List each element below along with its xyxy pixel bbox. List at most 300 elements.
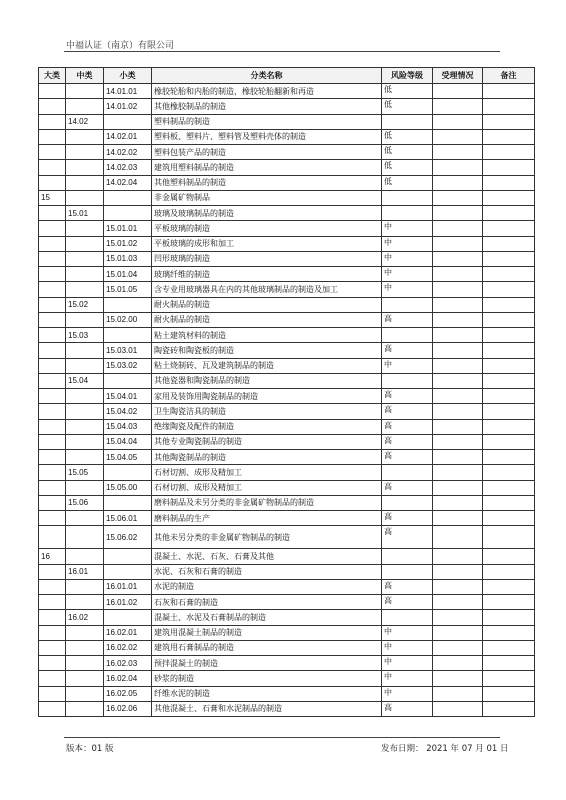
acceptance-cell xyxy=(433,495,483,510)
acceptance-cell xyxy=(433,526,483,549)
table-row xyxy=(39,145,535,160)
minor-category-cell xyxy=(104,328,152,343)
middle-category-cell xyxy=(66,190,104,205)
major-category-cell xyxy=(39,129,66,144)
risk-level-cell: 低 xyxy=(382,84,433,99)
table-row xyxy=(39,579,535,594)
risk-level-cell xyxy=(382,549,433,564)
major-category-cell xyxy=(39,595,66,610)
acceptance-cell xyxy=(433,686,483,701)
remarks-cell xyxy=(483,450,535,465)
minor-category-cell: 16.02.05 xyxy=(104,686,152,701)
minor-category-cell: 14.01.01 xyxy=(104,84,152,99)
minor-category-cell: 14.02.01 xyxy=(104,129,152,144)
table-row xyxy=(39,511,535,526)
category-name-cell: 凹形玻璃的制造 xyxy=(152,251,382,266)
remarks-cell xyxy=(483,701,535,716)
acceptance-cell xyxy=(433,434,483,449)
category-name-cell: 混凝土、水泥及石膏制品的制造 xyxy=(152,610,382,625)
major-category-cell xyxy=(39,267,66,282)
risk-level-cell xyxy=(382,206,433,221)
remarks-cell xyxy=(483,160,535,175)
category-name-cell: 橡胶轮胎和内胎的制造，橡胶轮胎翻新和再造 xyxy=(152,84,382,99)
major-category-cell xyxy=(39,579,66,594)
risk-level-cell xyxy=(382,610,433,625)
remarks-cell xyxy=(483,434,535,449)
remarks-cell xyxy=(483,99,535,114)
risk-level-cell: 高 xyxy=(382,595,433,610)
middle-category-cell xyxy=(66,358,104,373)
major-category-cell xyxy=(39,480,66,495)
category-name-cell: 塑料制品的制造 xyxy=(152,114,382,129)
middle-category-cell xyxy=(66,99,104,114)
middle-category-cell xyxy=(66,145,104,160)
major-category-cell xyxy=(39,99,66,114)
table-row xyxy=(39,701,535,716)
acceptance-cell xyxy=(433,312,483,327)
category-name-cell: 建筑用石膏制品的制造 xyxy=(152,640,382,655)
acceptance-cell xyxy=(433,251,483,266)
remarks-cell xyxy=(483,671,535,686)
remarks-cell xyxy=(483,656,535,671)
table-row xyxy=(39,465,535,480)
table-row xyxy=(39,671,535,686)
middle-category-cell xyxy=(66,579,104,594)
category-name-cell: 石材切割、成形及精加工 xyxy=(152,465,382,480)
acceptance-cell xyxy=(433,99,483,114)
table-row xyxy=(39,251,535,266)
remarks-cell xyxy=(483,343,535,358)
acceptance-cell xyxy=(433,579,483,594)
remarks-cell xyxy=(483,328,535,343)
minor-category-cell: 16.02.04 xyxy=(104,671,152,686)
category-name-cell: 磨料制品及未另分类的非金属矿物制品的制造 xyxy=(152,495,382,510)
major-category-cell xyxy=(39,389,66,404)
middle-category-cell xyxy=(66,84,104,99)
acceptance-cell xyxy=(433,160,483,175)
table-row xyxy=(39,328,535,343)
major-category-cell xyxy=(39,343,66,358)
middle-category-cell: 14.02 xyxy=(66,114,104,129)
middle-category-cell: 15.02 xyxy=(66,297,104,312)
risk-level-cell: 低 xyxy=(382,175,433,190)
major-category-cell xyxy=(39,160,66,175)
category-name-cell: 卫生陶瓷洁具的制造 xyxy=(152,404,382,419)
category-name-cell: 建筑用混凝土制品的制造 xyxy=(152,625,382,640)
major-category-cell xyxy=(39,236,66,251)
category-name-cell: 塑料包装产品的制造 xyxy=(152,145,382,160)
category-name-cell: 含专业用玻璃器具在内的其他玻璃制品的制造及加工 xyxy=(152,282,382,297)
category-name-cell: 陶瓷砖和陶瓷板的制造 xyxy=(152,343,382,358)
minor-category-cell: 16.02.06 xyxy=(104,701,152,716)
acceptance-cell xyxy=(433,564,483,579)
remarks-cell xyxy=(483,282,535,297)
middle-category-cell xyxy=(66,129,104,144)
middle-category-cell: 15.05 xyxy=(66,465,104,480)
acceptance-cell xyxy=(433,282,483,297)
major-category-cell xyxy=(39,495,66,510)
acceptance-cell xyxy=(433,549,483,564)
risk-level-cell: 高 xyxy=(382,701,433,716)
risk-level-cell xyxy=(382,465,433,480)
remarks-cell xyxy=(483,358,535,373)
middle-category-cell xyxy=(66,221,104,236)
acceptance-cell xyxy=(433,190,483,205)
middle-category-cell xyxy=(66,282,104,297)
acceptance-cell xyxy=(433,610,483,625)
minor-category-cell: 15.02.00 xyxy=(104,312,152,327)
acceptance-cell xyxy=(433,175,483,190)
acceptance-cell xyxy=(433,511,483,526)
risk-level-cell: 低 xyxy=(382,129,433,144)
category-name-cell: 绝缘陶瓷及配件的制造 xyxy=(152,419,382,434)
minor-category-cell: 15.01.04 xyxy=(104,267,152,282)
remarks-cell xyxy=(483,549,535,564)
major-category-cell xyxy=(39,671,66,686)
major-category-cell xyxy=(39,328,66,343)
remarks-cell xyxy=(483,404,535,419)
remarks-cell xyxy=(483,595,535,610)
table-row xyxy=(39,686,535,701)
category-name-cell: 水泥、石灰和石膏的制造 xyxy=(152,564,382,579)
category-name-cell: 耐火制品的制造 xyxy=(152,312,382,327)
middle-category-cell xyxy=(66,251,104,266)
remarks-cell xyxy=(483,312,535,327)
risk-level-cell: 中 xyxy=(382,282,433,297)
risk-level-cell: 高 xyxy=(382,450,433,465)
major-category-cell xyxy=(39,564,66,579)
middle-category-cell xyxy=(66,595,104,610)
remarks-cell xyxy=(483,221,535,236)
risk-level-cell xyxy=(382,564,433,579)
table-row xyxy=(39,175,535,190)
major-category-cell xyxy=(39,114,66,129)
remarks-cell xyxy=(483,564,535,579)
table-row xyxy=(39,343,535,358)
middle-category-cell xyxy=(66,671,104,686)
minor-category-cell: 16.02.01 xyxy=(104,625,152,640)
category-name-cell: 建筑用塑料制品的制造 xyxy=(152,160,382,175)
major-category-cell xyxy=(39,434,66,449)
minor-category-cell: 14.02.04 xyxy=(104,175,152,190)
risk-level-cell xyxy=(382,328,433,343)
minor-category-cell: 16.02.03 xyxy=(104,656,152,671)
minor-category-cell: 15.05.00 xyxy=(104,480,152,495)
remarks-cell xyxy=(483,579,535,594)
minor-category-cell: 15.03.02 xyxy=(104,358,152,373)
table-row xyxy=(39,625,535,640)
middle-category-cell xyxy=(66,640,104,655)
minor-category-cell: 14.02.03 xyxy=(104,160,152,175)
footer-divider xyxy=(64,737,500,738)
acceptance-cell xyxy=(433,701,483,716)
risk-level-cell: 中 xyxy=(382,625,433,640)
remarks-cell xyxy=(483,526,535,549)
middle-category-cell xyxy=(66,480,104,495)
risk-level-cell: 中 xyxy=(382,236,433,251)
minor-category-cell xyxy=(104,190,152,205)
col-header-acceptance: 受理情况 xyxy=(433,68,483,84)
table-row xyxy=(39,99,535,114)
remarks-cell xyxy=(483,373,535,388)
risk-level-cell: 低 xyxy=(382,160,433,175)
remarks-cell xyxy=(483,610,535,625)
remarks-cell xyxy=(483,419,535,434)
remarks-cell xyxy=(483,465,535,480)
remarks-cell xyxy=(483,84,535,99)
remarks-cell xyxy=(483,495,535,510)
remarks-cell xyxy=(483,114,535,129)
acceptance-cell xyxy=(433,236,483,251)
remarks-cell xyxy=(483,175,535,190)
category-name-cell: 粘土建筑材料的制造 xyxy=(152,328,382,343)
table-row xyxy=(39,190,535,205)
middle-category-cell: 15.04 xyxy=(66,373,104,388)
minor-category-cell: 15.01.01 xyxy=(104,221,152,236)
table-row xyxy=(39,114,535,129)
col-header-middle: 中类 xyxy=(66,68,104,84)
risk-level-cell: 高 xyxy=(382,312,433,327)
acceptance-cell xyxy=(433,114,483,129)
table-row xyxy=(39,564,535,579)
middle-category-cell: 15.06 xyxy=(66,495,104,510)
risk-level-cell: 高 xyxy=(382,389,433,404)
category-name-cell: 石灰和石膏的制造 xyxy=(152,595,382,610)
category-name-cell: 混凝土、水泥、石灰、石膏及其他 xyxy=(152,549,382,564)
minor-category-cell: 16.01.01 xyxy=(104,579,152,594)
middle-category-cell: 15.01 xyxy=(66,206,104,221)
col-header-minor: 小类 xyxy=(104,68,152,84)
category-name-cell: 其他塑料制品的制造 xyxy=(152,175,382,190)
acceptance-cell xyxy=(433,595,483,610)
risk-level-cell: 中 xyxy=(382,221,433,236)
acceptance-cell xyxy=(433,671,483,686)
table-row xyxy=(39,389,535,404)
table-row xyxy=(39,526,535,549)
category-name-cell: 非金属矿物制品 xyxy=(152,190,382,205)
remarks-cell xyxy=(483,480,535,495)
table-row xyxy=(39,640,535,655)
table-row xyxy=(39,236,535,251)
col-header-remarks: 备注 xyxy=(483,68,535,84)
table-row xyxy=(39,595,535,610)
remarks-cell xyxy=(483,640,535,655)
middle-category-cell xyxy=(66,511,104,526)
middle-category-cell: 16.01 xyxy=(66,564,104,579)
risk-level-cell xyxy=(382,190,433,205)
minor-category-cell xyxy=(104,465,152,480)
risk-level-cell xyxy=(382,495,433,510)
category-name-cell: 玻璃纤维的制造 xyxy=(152,267,382,282)
table-row xyxy=(39,129,535,144)
minor-category-cell: 15.04.02 xyxy=(104,404,152,419)
acceptance-cell xyxy=(433,206,483,221)
middle-category-cell xyxy=(66,701,104,716)
category-name-cell: 磨料制品的生产 xyxy=(152,511,382,526)
risk-level-cell: 高 xyxy=(382,511,433,526)
major-category-cell xyxy=(39,84,66,99)
risk-level-cell: 高 xyxy=(382,579,433,594)
risk-level-cell xyxy=(382,114,433,129)
acceptance-cell xyxy=(433,480,483,495)
footer-version: 版本：01 版 xyxy=(66,744,114,754)
table-row xyxy=(39,480,535,495)
risk-level-cell: 高 xyxy=(382,343,433,358)
acceptance-cell xyxy=(433,656,483,671)
risk-level-cell: 中 xyxy=(382,267,433,282)
major-category-cell xyxy=(39,251,66,266)
major-category-cell xyxy=(39,625,66,640)
acceptance-cell xyxy=(433,419,483,434)
footer-publish-date: 发布日期： 2021 年 07 月 01 日 xyxy=(381,744,509,754)
acceptance-cell xyxy=(433,625,483,640)
category-name-cell: 预拌混凝土的制造 xyxy=(152,656,382,671)
acceptance-cell xyxy=(433,389,483,404)
table-row xyxy=(39,610,535,625)
minor-category-cell xyxy=(104,114,152,129)
minor-category-cell: 16.01.02 xyxy=(104,595,152,610)
table-row xyxy=(39,297,535,312)
middle-category-cell xyxy=(66,312,104,327)
major-category-cell xyxy=(39,175,66,190)
col-header-name: 分类名称 xyxy=(152,68,382,84)
company-header: 中福认证（南京）有限公司 xyxy=(66,41,175,51)
acceptance-cell xyxy=(433,404,483,419)
remarks-cell xyxy=(483,145,535,160)
acceptance-cell xyxy=(433,84,483,99)
minor-category-cell xyxy=(104,495,152,510)
risk-level-cell: 中 xyxy=(382,358,433,373)
middle-category-cell xyxy=(66,549,104,564)
risk-level-cell: 高 xyxy=(382,419,433,434)
minor-category-cell: 15.01.02 xyxy=(104,236,152,251)
category-name-cell: 其他未另分类的非金属矿物制品的制造 xyxy=(152,526,382,549)
major-category-cell xyxy=(39,656,66,671)
middle-category-cell xyxy=(66,686,104,701)
middle-category-cell xyxy=(66,625,104,640)
acceptance-cell xyxy=(433,145,483,160)
category-name-cell: 纤维水泥的制造 xyxy=(152,686,382,701)
major-category-cell xyxy=(39,450,66,465)
category-name-cell: 平板玻璃的制造 xyxy=(152,221,382,236)
major-category-cell xyxy=(39,221,66,236)
minor-category-cell: 15.04.01 xyxy=(104,389,152,404)
category-name-cell: 石材切割、成形及精加工 xyxy=(152,480,382,495)
category-name-cell: 砂浆的制造 xyxy=(152,671,382,686)
table-row xyxy=(39,358,535,373)
major-category-cell xyxy=(39,297,66,312)
table-row xyxy=(39,450,535,465)
remarks-cell xyxy=(483,206,535,221)
major-category-cell xyxy=(39,686,66,701)
category-name-cell: 其他专业陶瓷制品的制造 xyxy=(152,434,382,449)
remarks-cell xyxy=(483,190,535,205)
acceptance-cell xyxy=(433,328,483,343)
middle-category-cell xyxy=(66,236,104,251)
minor-category-cell: 15.01.05 xyxy=(104,282,152,297)
risk-level-cell: 高 xyxy=(382,480,433,495)
major-category-cell xyxy=(39,465,66,480)
risk-level-cell xyxy=(382,373,433,388)
remarks-cell xyxy=(483,129,535,144)
middle-category-cell xyxy=(66,450,104,465)
major-category-cell: 16 xyxy=(39,549,66,564)
minor-category-cell: 15.03.01 xyxy=(104,343,152,358)
risk-level-cell: 低 xyxy=(382,99,433,114)
table-row xyxy=(39,495,535,510)
table-row xyxy=(39,373,535,388)
major-category-cell xyxy=(39,282,66,297)
major-category-cell xyxy=(39,511,66,526)
major-category-cell xyxy=(39,373,66,388)
remarks-cell xyxy=(483,686,535,701)
minor-category-cell xyxy=(104,373,152,388)
minor-category-cell: 16.02.02 xyxy=(104,640,152,655)
acceptance-cell xyxy=(433,465,483,480)
acceptance-cell xyxy=(433,267,483,282)
middle-category-cell: 15.03 xyxy=(66,328,104,343)
minor-category-cell xyxy=(104,549,152,564)
risk-level-cell: 中 xyxy=(382,640,433,655)
remarks-cell xyxy=(483,267,535,282)
acceptance-cell xyxy=(433,373,483,388)
table-row xyxy=(39,419,535,434)
table-row xyxy=(39,282,535,297)
minor-category-cell: 15.04.03 xyxy=(104,419,152,434)
middle-category-cell xyxy=(66,389,104,404)
category-name-cell: 家用及装饰用陶瓷制品的制造 xyxy=(152,389,382,404)
col-header-risk: 风险等级 xyxy=(382,68,433,84)
minor-category-cell: 14.01.02 xyxy=(104,99,152,114)
major-category-cell xyxy=(39,701,66,716)
risk-level-cell: 高 xyxy=(382,404,433,419)
acceptance-cell xyxy=(433,450,483,465)
table-row xyxy=(39,656,535,671)
acceptance-cell xyxy=(433,297,483,312)
middle-category-cell xyxy=(66,267,104,282)
risk-level-cell xyxy=(382,297,433,312)
major-category-cell xyxy=(39,404,66,419)
remarks-cell xyxy=(483,625,535,640)
major-category-cell xyxy=(39,526,66,549)
minor-category-cell: 15.06.02 xyxy=(104,526,152,549)
table-row xyxy=(39,404,535,419)
category-name-cell: 其他橡胶制品的制造 xyxy=(152,99,382,114)
table-row xyxy=(39,549,535,564)
remarks-cell xyxy=(483,297,535,312)
acceptance-cell xyxy=(433,343,483,358)
middle-category-cell xyxy=(66,343,104,358)
minor-category-cell: 15.04.05 xyxy=(104,450,152,465)
classification-table xyxy=(38,67,535,717)
middle-category-cell xyxy=(66,404,104,419)
minor-category-cell: 15.01.03 xyxy=(104,251,152,266)
minor-category-cell xyxy=(104,297,152,312)
category-name-cell: 其他陶瓷制品的制造 xyxy=(152,450,382,465)
category-name-cell: 平板玻璃的成形和加工 xyxy=(152,236,382,251)
risk-level-cell: 中 xyxy=(382,656,433,671)
major-category-cell xyxy=(39,312,66,327)
middle-category-cell: 16.02 xyxy=(66,610,104,625)
risk-level-cell: 中 xyxy=(382,686,433,701)
minor-category-cell: 15.04.04 xyxy=(104,434,152,449)
minor-category-cell xyxy=(104,564,152,579)
table-row xyxy=(39,84,535,99)
major-category-cell xyxy=(39,358,66,373)
risk-level-cell: 中 xyxy=(382,251,433,266)
col-header-major: 大类 xyxy=(39,68,66,84)
table-row xyxy=(39,312,535,327)
